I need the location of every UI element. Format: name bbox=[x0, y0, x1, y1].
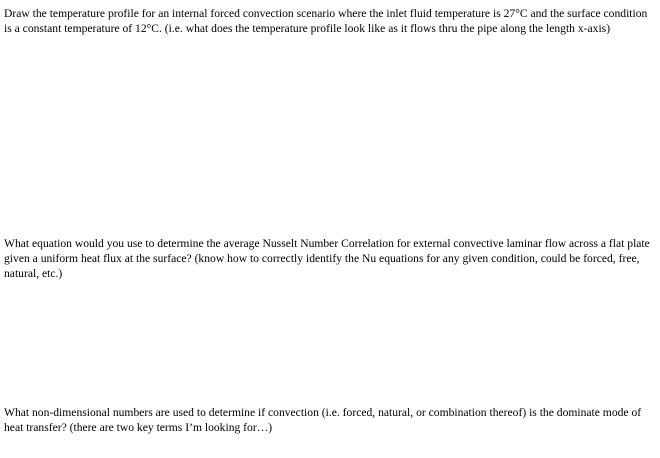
question-2-text: What equation would you use to determine the average Nusselt Number Correlation for external convective laminar flow across a flat plate given a uniform heat flux at the surface? (know how to correctly identify the Nu equations for any given condition, could be forced, free, natural, etc.) bbox=[4, 237, 650, 280]
question-1-text: Draw the temperature profile for an internal forced convection scenario where the inlet fluid temperature is 27°C and the surface condition is a constant temperature of 12°C. (i.e. what does the temperature profile look like as it flows thru the pipe along the length x-axis) bbox=[4, 7, 648, 35]
question-3-text: What non-dimensional numbers are used to determine if convection (i.e. forced, natural, or combination thereof) is the dominate mode of heat transfer? (there are two key terms I’m looking for…) bbox=[4, 406, 642, 434]
